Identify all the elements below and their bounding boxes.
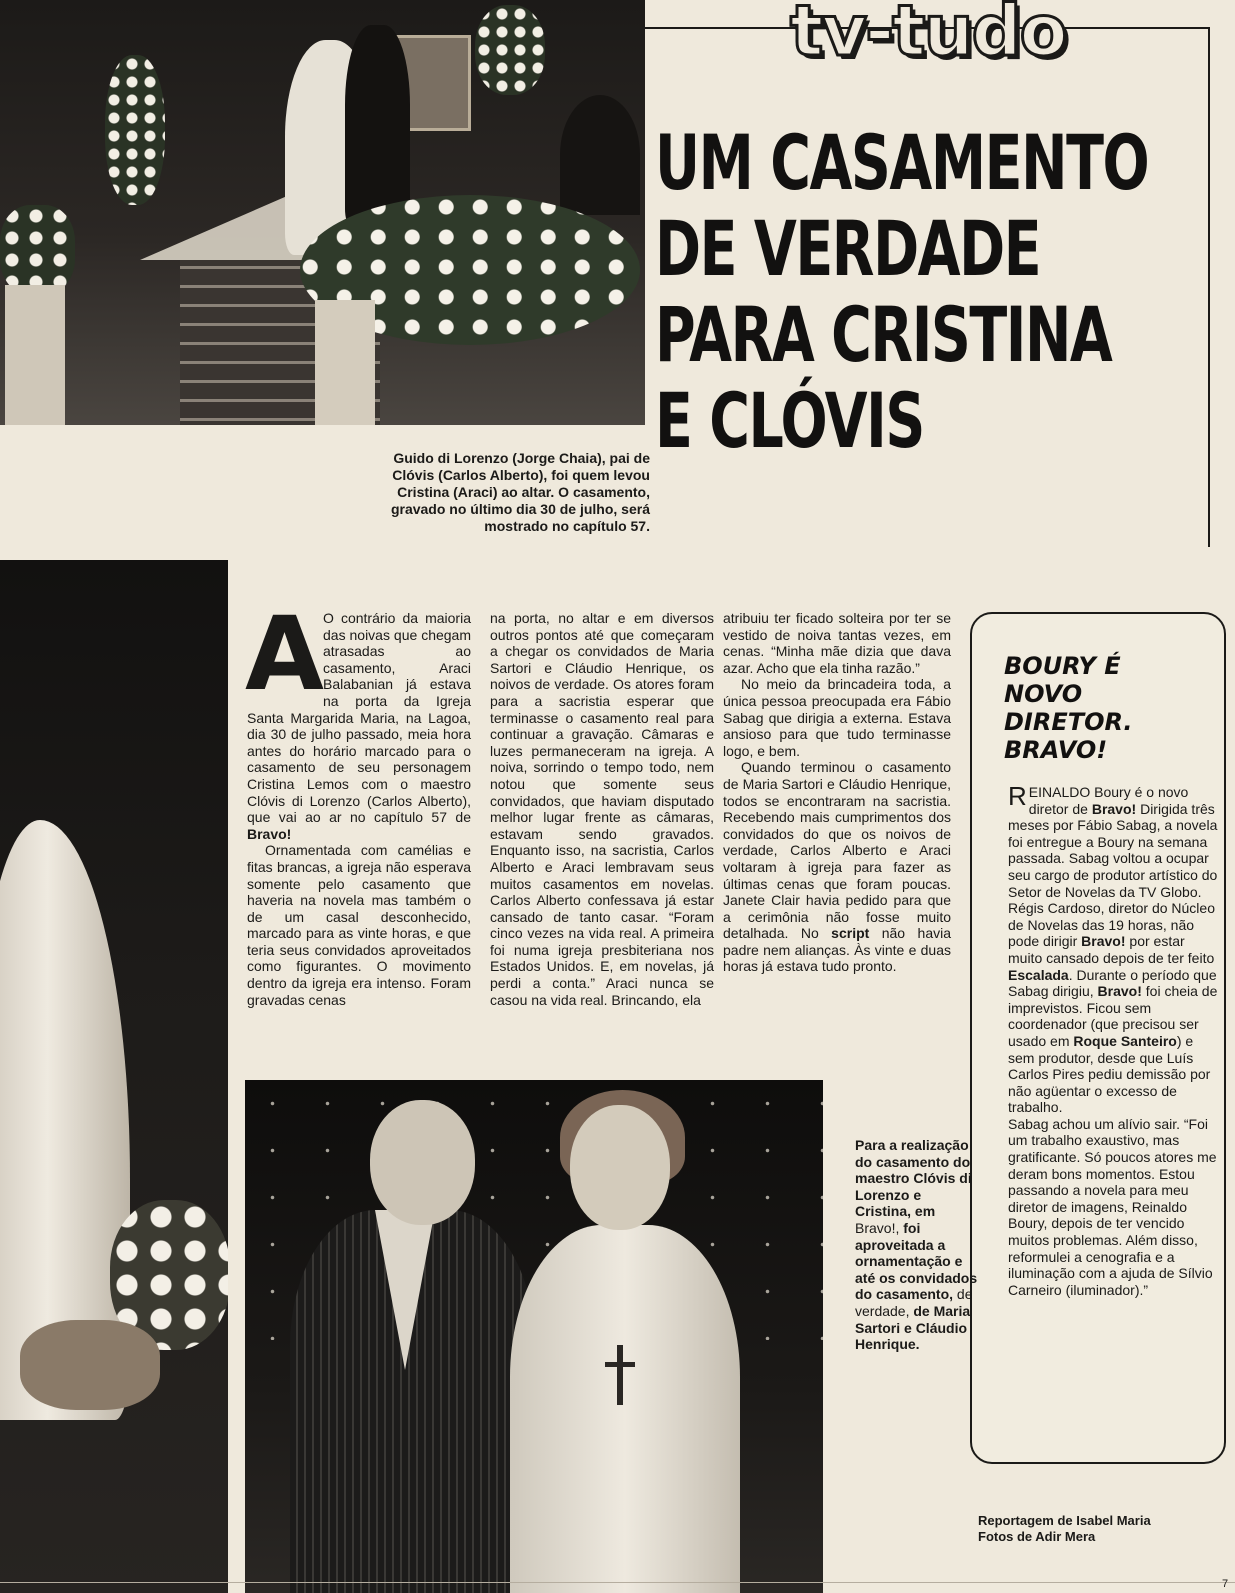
priest-figure [560, 95, 640, 215]
sidebar-box [970, 612, 1226, 1464]
cross-pendant-bar [605, 1362, 635, 1367]
wedding-altar-photo [0, 0, 645, 425]
col3-paragraph-1: atribuiu ter ficado solteira por ter se vestido de noiva tantas vezes, em cenas. “Minha mãe dizia que dava azar. Acho que ela tinha razão.” [723, 610, 951, 676]
sidebar-title-line-2: NOVO DIRETOR. [1004, 680, 1133, 736]
bride-closeup-photo [0, 560, 228, 1593]
sidebar-title-line-1: BOURY É [1004, 652, 1121, 680]
sidebar-drop-cap: R [1008, 781, 1027, 811]
photo-caption-top: Guido di Lorenzo (Jorge Chaia), pai de Clóvis (Carlos Alberto), foi quem levou Cristina (Araci) ao altar. O casamento, gravado no último dia 30 de julho, será mostrado no capítulo 57. [390, 450, 650, 534]
headline-line-2: DE VERDADE [655, 204, 1041, 293]
pillar-left [5, 285, 65, 425]
sidebar-paragraph-1: REINALDO Boury é o novo diretor de Bravo! Dirigida três meses por Fábio Sabag, a novela foi entregue a Boury na semana passada. Sabag voltou a ocupar seu cargo de produtor artístico do Setor de Novelas da TV Globo. Régis Cardoso, diretor do Núcleo de Novelas das 19 horas, não pode dirigir Bravo! por estar muito cansado depois de ter feito Escalada. Durante o período que Sabag dirigiu, Bravo! foi cheia de imprevistos. Ficou sem coordenador (que precisou ser usado em Roque Santeiro) e sem produtor, desde que Luís Carlos Pires pediu demissão por não agüentar o excesso de trabalho. [1008, 781, 1218, 1116]
sidebar-paragraph-2: Sabag achou um alívio sair. “Foi um trabalho exaustivo, mas gratificante. Só poucos atores me deram bons momentos. Estou passando a novela para meu diretor de imagens, Reinaldo Boury, depois de ter vencido muitos problemas. Além disso, reformulei a cenografia e a iluminação com a ajuda de Sílvio Carneiro (iluminador).” [1008, 1115, 1217, 1298]
credits [978, 1513, 1218, 1545]
pillar-right [315, 300, 375, 425]
flower-arrangement-left [105, 55, 165, 205]
magazine-logo: tv-tudo [790, 0, 1066, 72]
couple-photo [245, 1080, 823, 1593]
article-column-2 [490, 610, 714, 1008]
photo-caption-bottom: Para a realização do casamento do maestro Clóvis di Lorenzo e Cristina, em Bravo!, foi aproveitada a ornamentação e até os convidados do casamento, de verdade, de Maria Sartori e Cláudio Henrique. [855, 1137, 978, 1353]
cross-pendant [617, 1345, 623, 1405]
script-word: script [831, 925, 870, 942]
frame-line-bottom [0, 1582, 1235, 1583]
col3-paragraph-3: Quando terminou o casamento de Maria Sartori e Cláudio Henrique, todos se encontraram na sacristia. Recebendo mais cumprimentos dos convidados do que os noivos de verdade, Carlos Alberto e Araci voltaram à igreja para fazer as últimas cenas que foram poucas. Janete Clair havia pedido para que a cerimônia não fosse muito detalhada. No script não havia padre nem alianças. Às vinte e duas horas já estava tudo pronto. [723, 759, 951, 975]
credits-photos: Fotos de Adir Mera [978, 1529, 1096, 1544]
headline-line-4: E CLÓVIS [655, 376, 924, 465]
article-column-3 [723, 610, 951, 975]
sidebar-title-line-3: BRAVO! [1004, 736, 1108, 764]
col3-paragraph-2: No meio da brincadeira toda, a única pessoa preocupada era Fábio Sabag que dirigia a externa. Estava ansioso para que tudo terminasse logo, e bem. [723, 676, 951, 759]
col1-paragraph-1: O contrário da maioria das noivas que chegam atrasadas ao casamento, Araci Balabanian já estava na porta da Igreja Santa Margarida Maria, na Lagoa, dia 30 de julho passado, meia hora antes do horário marcado para o casamento de seu personagem Cristina Lemos com o maestro Clóvis di Lorenzo (Carlos Alberto), que vai ao ar no capítulo 57 de [247, 610, 471, 826]
frame-line-right [1208, 27, 1210, 547]
hands [20, 1320, 160, 1410]
woman-dress [510, 1225, 740, 1593]
headline [655, 118, 1149, 465]
headline-line-3: PARA CRISTINA [655, 290, 1112, 379]
col2-paragraph-1: na porta, no altar e em diversos outros pontos até que começaram a chegar os convidados de Maria Sartori e Cláudio Henrique, os noivos de verdade. Os atores foram para a sacristia esperar que terminasse o casamento real para continuar a gravação. Câmaras e luzes permaneceram na igreja. A noiva, sorrindo o tempo todo, nem notou que somente seus convidados, que haviam disputado melhor lugar frente as câmaras, estavam sendo gravados. Enquanto isso, na sacristia, Carlos Alberto e Araci lembravam seus muitos casamentos em novelas. Carlos Alberto confessava já estar cansado de tanto casar. “Foram cinco vezes na vida real. A primeira foi numa igreja presbiteriana nos Estados Unidos. E, em novelas, já perdi a conta.” Araci nunca se casou na vida real. Brincando, ela [490, 610, 714, 1008]
article-column-1 [245, 595, 471, 1008]
flower-arrangement-bottom-left [0, 205, 75, 295]
bravo-title: Bravo! [247, 825, 292, 842]
man-head [370, 1100, 475, 1225]
sidebar-body [1008, 781, 1218, 1298]
woman-head [570, 1105, 670, 1230]
flower-arrangement-top [475, 5, 545, 95]
headline-line-1: UM CASAMENTO [655, 118, 1149, 207]
drop-cap: A [245, 595, 324, 714]
page-number: 7 [1222, 1578, 1229, 1590]
groom-figure [345, 25, 410, 225]
sidebar-title [1004, 652, 1219, 764]
col1-paragraph-2: Ornamentada com camélias e fitas brancas, a igreja não esperava somente pelo casamento que haveria na novela mas também o de um casal desconhecido, marcado para as vinte horas, e que teria seus convidados aproveitados como figurantes. O movimento dentro da igreja era intenso. Foram gravadas cenas [247, 842, 471, 1008]
credits-report: Reportagem de Isabel Maria [978, 1513, 1151, 1528]
